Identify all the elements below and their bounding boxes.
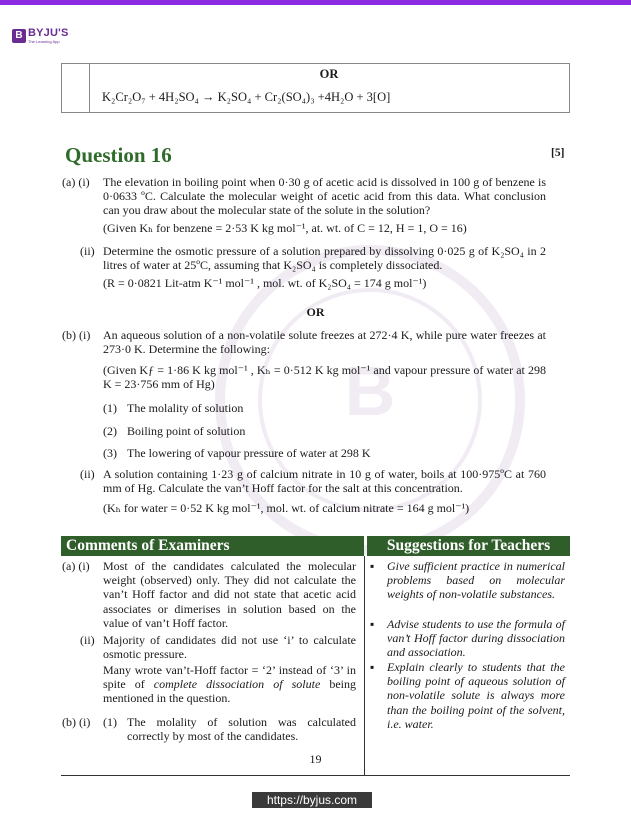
question-title: Question 16 xyxy=(65,143,172,167)
comments-header: Comments of Examiners xyxy=(61,536,364,556)
byjus-logo[interactable] xyxy=(12,27,69,44)
part-b-label: (b) (i) xyxy=(62,328,91,342)
part-a-ii-text: Determine the osmotic pressure of a solution prepared by dissolving 0·025 g of K₂SO₄ in 2 litres of water at 25ºC, assuming that K₂SO₄ is completely dissociated. xyxy=(103,244,546,273)
part-b-ii-label: (ii) xyxy=(80,467,95,481)
part-a-label: (a) (i) xyxy=(62,175,90,189)
bullet-icon: ▪ xyxy=(370,559,375,573)
suggestion-2: Advise students to use the formula of van’t Hoff factor during dissociation and association. xyxy=(387,617,565,660)
bullet-icon: ▪ xyxy=(370,660,375,674)
table-column-divider xyxy=(364,556,365,776)
sub-item-1-text: The molality of solution xyxy=(127,401,244,415)
comment-a-i: Most of the candidates calculated the molecular weight (observed) only. They did not calculate the van’t Hoff factor and did not state that acetic acid associates or dimerises in solution based on the value of van’t Hoff factor. xyxy=(103,559,356,630)
part-a-ii-given: (R = 0·0821 Lit-atm K⁻¹ mol⁻¹ , mol. wt. of K₂SO₄ = 174 g mol⁻¹) xyxy=(103,276,427,290)
sub-item-1-num: (1) xyxy=(103,401,117,415)
question-marks: [5] xyxy=(551,147,565,159)
chemical-equation: K₂Cr₂O₇ + 4H₂SO₄ → K₂SO₄ + Cr₂(SO₄)₃ +4H₂O + 3[O] xyxy=(102,90,391,104)
comment-a-ii-label: (ii) xyxy=(80,633,95,647)
comment-b-num: (1) xyxy=(103,715,117,729)
footer-url-link[interactable]: https://byjus.com xyxy=(252,792,372,808)
sub-item-2-text: Boiling point of solution xyxy=(127,424,246,438)
suggestion-1: Give sufficient practice in numerical problems based on molecular weights of non-volatile substances. xyxy=(387,559,565,602)
part-b-i-text: An aqueous solution of a non-volatile solute freezes at 272·4 K, while pure water freezes at 273·0 K. Determine the following: xyxy=(103,328,546,357)
part-b-ii-text: A solution containing 1·23 g of calcium nitrate in 10 g of water, boils at 100·975ºC at 760 mm of Hg. Calculate the van’t Hoff factor for the salt at this concentration. xyxy=(103,467,546,496)
previous-answer-box xyxy=(61,63,570,113)
part-a-ii-label: (ii) xyxy=(80,244,95,258)
comment-b-text: The molality of solution was calculated correctly by most of the candidates. xyxy=(127,715,356,744)
suggestions-header: Suggestions for Teachers xyxy=(367,536,570,556)
sub-item-3-num: (3) xyxy=(103,446,117,460)
part-b-i-given: (Given Kƒ = 1·86 K kg mol⁻¹ , Kₕ = 0·512 K kg mol⁻¹ and vapour pressure of water at 298 K = 23·756 mm of Hg) xyxy=(103,363,546,392)
comment-a-ii-note: Many wrote van’t-Hoff factor = ‘2’ instead of ‘3’ in spite of complete dissociation of solute being mentioned in the question. xyxy=(103,663,356,706)
logo-badge-icon: B xyxy=(12,29,26,43)
top-accent-bar xyxy=(0,0,631,5)
logo-name: BYJU'S xyxy=(28,27,69,39)
sub-item-3-text: The lowering of vapour pressure of water at 298 K xyxy=(127,446,371,460)
comment-a-label: (a) (i) xyxy=(62,559,90,573)
page-number: 19 xyxy=(309,752,322,766)
or-label: OR xyxy=(319,67,339,81)
bullet-icon: ▪ xyxy=(370,617,375,631)
part-a-i-given: (Given Kₕ for benzene = 2·53 K kg mol⁻¹, at. wt. of C = 12, H = 1, O = 16) xyxy=(103,221,467,235)
svg-text:B: B xyxy=(344,352,396,430)
suggestion-3: Explain clearly to students that the boiling point of aqueous solution of non-volatile solute is always more than the boiling point of the solvent, i.e. water. xyxy=(387,660,565,731)
part-b-ii-given: (Kₕ for water = 0·52 K kg mol⁻¹, mol. wt. of calcium nitrate = 164 g mol⁻¹) xyxy=(103,501,470,515)
comment-a-ii: Majority of candidates did not use ‘i’ to calculate osmotic pressure. xyxy=(103,633,356,662)
part-a-i-text: The elevation in boiling point when 0·30 g of acetic acid is dissolved in 100 g of benzene is 0·0633 ºC. Calculate the molecular weight of acetic acid from this data. What conclusion can you draw about the molecular state of the solute in the solution? xyxy=(103,175,546,218)
comment-b-label: (b) (i) xyxy=(62,715,91,729)
logo-tagline: The Learning App xyxy=(28,39,60,44)
or-divider: OR xyxy=(306,305,325,319)
sub-item-2-num: (2) xyxy=(103,424,117,438)
